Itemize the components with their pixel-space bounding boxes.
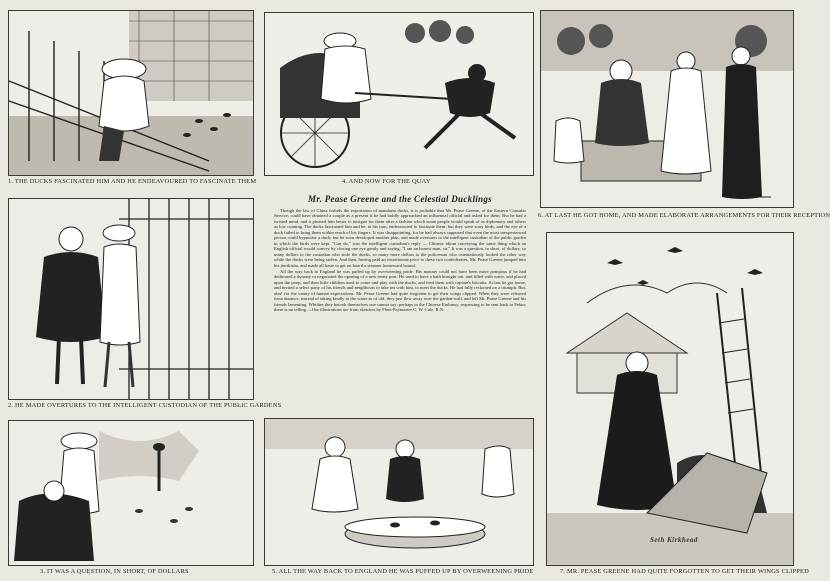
ducks-flying-away-illustration xyxy=(547,233,793,565)
article xyxy=(274,193,526,415)
ducks-fascinated-illustration xyxy=(9,11,253,175)
caption-panel-3: 3. IT WAS A QUESTION, IN SHORT, OF DOLLARS xyxy=(40,568,189,575)
article-body xyxy=(274,208,526,313)
artist-signature: Seth Kirkhead xyxy=(650,536,698,544)
custodian-illustration xyxy=(9,199,253,399)
reception-illustration xyxy=(541,11,793,207)
dollars-illustration xyxy=(9,421,253,565)
illustration-panel-2 xyxy=(8,198,254,400)
illustration-panel-6 xyxy=(540,10,794,208)
illustration-panel-5 xyxy=(264,418,534,566)
caption-panel-2: 2. HE MADE OVERTURES TO THE INTELLIGENT CUSTODIAN OF THE PUBLIC GARDENS xyxy=(8,402,282,409)
illustration-panel-3 xyxy=(8,420,254,566)
ship-pride-illustration xyxy=(265,419,533,565)
jinrikisha-illustration xyxy=(265,13,533,175)
article-title: Mr. Pease Greene and the Celestial Ducklings xyxy=(308,194,492,204)
caption-panel-1: 1. THE DUCKS FASCINATED HIM AND HE ENDEAVOURED TO FASCINATE THEM xyxy=(8,178,257,185)
article-paragraph: Though the law of China forbids the exportation of mandarin ducks, it is probable that Mr. Pease Greene, of the Eastern Consular Service, could have obtained a couple as a present if he had boldly approached an influential official and asked for them. But he had a twisted mind, and it pleased him better to intrigue for them after a fashion which some people would speak of as diplomacy and others as low cunning. The ducks fascinated him and he, in his turn, endeavoured to fascinate them; but they were wary birds, and the eye of a duck failed to bring them within reach of his fingers. It was disappointing, for he had always supposed that even the most inexperienced person could hypnotise a duck; but he soon developed another plan, and made overtures to the intelligent custodian of the public garden in which the birds were kept. "Can do," was the intelligent custodian's reply — Chinese idiom conveying the same thing which an English official would convey by closing one eye gently and saying, "I am an honest man, sir." It was a question, in short, of dollars: so many dollars to the custodian who stole the ducks, so many more dollars to the policeman who ostentatiously looked the other way while the ducks were being stolen. And then, having paid an extortionate price to these two confederates, Mr. Pease Greene jumped into his jinrikisha, and made all haste to get on board a steamer homeward bound. xyxy=(274,208,526,268)
caption-panel-5: 5. ALL THE WAY BACK TO ENGLAND HE WAS PUFFED UP BY OVERWEENING PRIDE xyxy=(272,568,534,575)
illustration-panel-1 xyxy=(8,10,254,176)
article-paragraph: All the way back to England he was puffed up by overweening pride. His manner could not have been more pompous if he had dethroned a dynasty or negotiated the opening of a new treaty port. He used to have a bath brought out, and filled with water, and placed upon the poop, and then little children used to come and play with the ducks, and feed them with captain's biscuits. At last he got home, and invited a select party of his friends and neighbours to take tea with him, to meet the ducks. He had fully reckoned on a triumph. But, alas! for the vanity of human expectations. Mr. Pease Greene had quite forgotten to get their wings clipped. When they were released from durance, instead of taking kindly to the water as of old, they just flew away over the garden-wall, and left Mr. Pease Greene and his friends lamenting. Whither they betook themselves one cannot say: perhaps to the Chinese Embassy, requesting to be sent back to Pekin; there is no telling.—Our illustrations are from sketches by Fleet-Paymaster C. W. Cole, R.N. xyxy=(274,268,526,313)
caption-panel-4: 4. AND NOW FOR THE QUAY xyxy=(342,178,431,185)
illustration-panel-4 xyxy=(264,12,534,176)
illustration-panel-7 xyxy=(546,232,794,566)
caption-panel-7: 7. MR. PEASE GREENE HAD QUITE FORGOTTEN TO GET THEIR WINGS CLIPPED xyxy=(560,568,809,575)
caption-panel-6: 6. AT LAST HE GOT HOME, AND MADE ELABORATE ARRANGEMENTS FOR THEIR RECEPTION xyxy=(538,212,830,219)
